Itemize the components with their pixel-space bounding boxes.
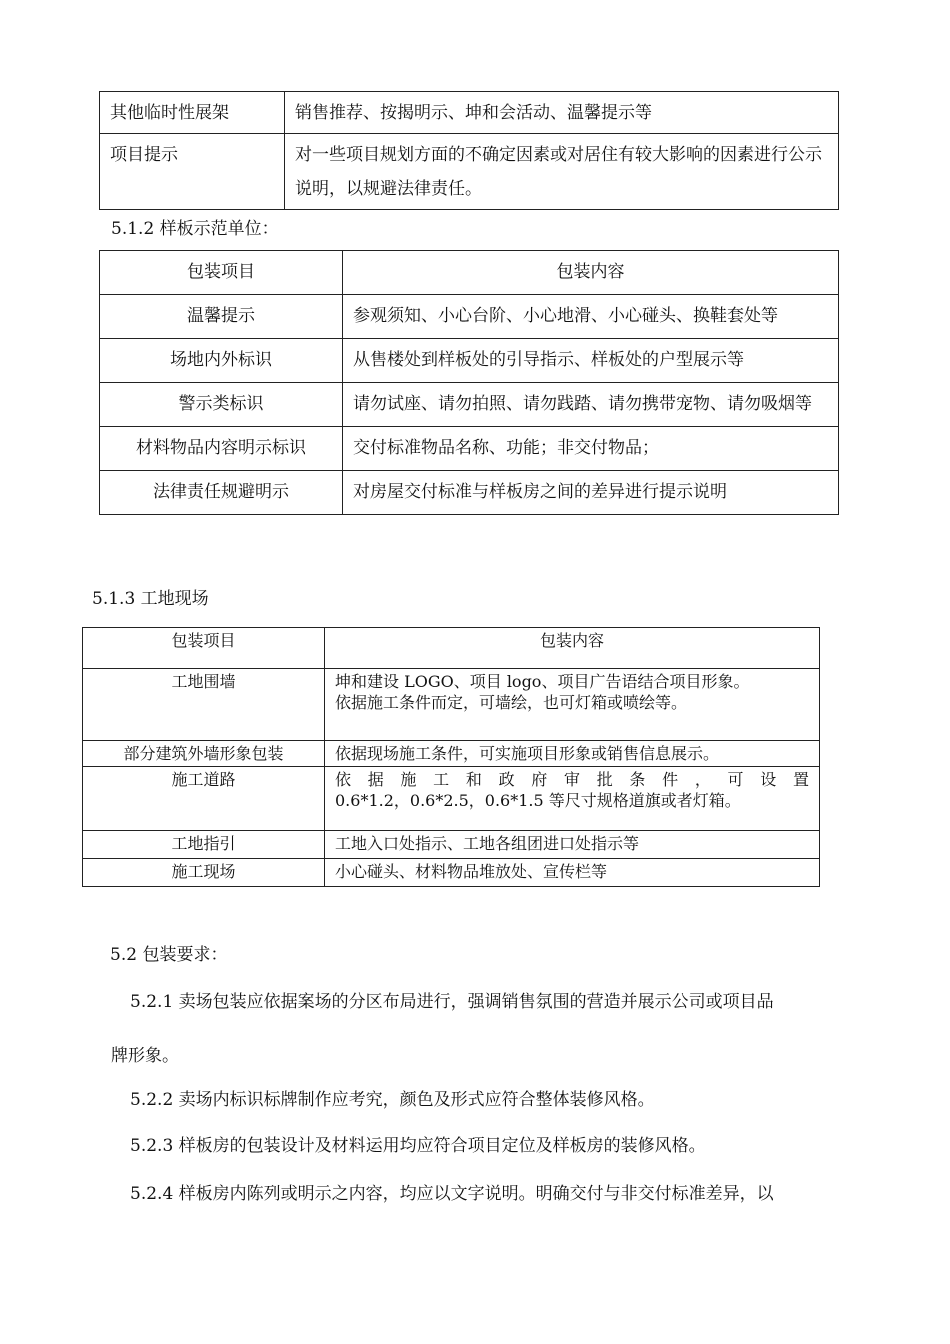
header-item: 包装项目 xyxy=(83,628,325,669)
content-line: 依据施工和政府审批条件，可设置 xyxy=(335,770,809,789)
table-header-row xyxy=(100,251,839,295)
table-row xyxy=(100,134,839,210)
header-content: 包装内容 xyxy=(343,251,839,295)
table-row xyxy=(83,741,820,767)
table-header-row xyxy=(83,628,820,669)
item-cell: 警示类标识 xyxy=(100,383,343,427)
sample-unit-table xyxy=(99,250,839,515)
content-line: 依据施工条件而定，可墙绘，也可灯箱或喷绘等。 xyxy=(335,693,688,712)
item-cell: 工地围墙 xyxy=(83,669,325,741)
content-cell: 销售推荐、按揭明示、坤和会活动、温馨提示等 xyxy=(285,92,839,134)
content-cell: 对房屋交付标准与样板房之间的差异进行提示说明 xyxy=(343,471,839,515)
content-cell: 对一些项目规划方面的不确定因素或对居住有较大影响的因素进行公示说明，以规避法律责任。 xyxy=(285,134,839,210)
table-row xyxy=(83,859,820,887)
table-row xyxy=(83,831,820,859)
paragraph-524: 5.2.4 样板房内陈列或明示之内容，均应以文字说明。明确交付与非交付标准差异，以 xyxy=(130,1184,774,1204)
table-row xyxy=(100,427,839,471)
content-cell: 交付标准物品名称、功能；非交付物品； xyxy=(343,427,839,471)
section-heading-512: 5.1.2 样板示范单位： xyxy=(111,219,279,239)
content-cell: 参观须知、小心台阶、小心地滑、小心碰头、换鞋套处等 xyxy=(343,295,839,339)
item-cell: 场地内外标识 xyxy=(100,339,343,383)
table-row xyxy=(100,339,839,383)
table-row xyxy=(100,92,839,134)
construction-site-table xyxy=(82,627,820,887)
table-row xyxy=(100,383,839,427)
paragraph-522: 5.2.2 卖场内标识标牌制作应考究，颜色及形式应符合整体装修风格。 xyxy=(130,1090,655,1110)
item-cell: 施工现场 xyxy=(83,859,325,887)
paragraph-523: 5.2.3 样板房的包装设计及材料运用均应符合项目定位及样板房的装修风格。 xyxy=(130,1136,706,1156)
content-line: 坤和建设 LOGO、项目 logo、项目广告语结合项目形象。 xyxy=(335,672,750,691)
item-cell: 部分建筑外墙形象包装 xyxy=(83,741,325,767)
content-cell: 请勿试座、请勿拍照、请勿践踏、请勿携带宠物、请勿吸烟等 xyxy=(343,383,839,427)
paragraph-521-line2: 牌形象。 xyxy=(111,1046,179,1066)
content-cell: 从售楼处到样板处的引导指示、样板处的户型展示等 xyxy=(343,339,839,383)
content-cell xyxy=(325,669,820,741)
table-row xyxy=(100,295,839,339)
content-cell: 依据现场施工条件，可实施项目形象或销售信息展示。 xyxy=(325,741,820,767)
item-cell: 工地指引 xyxy=(83,831,325,859)
table-row xyxy=(100,471,839,515)
section-heading-513: 5.1.3 工地现场 xyxy=(92,589,209,609)
content-cell: 小心碰头、材料物品堆放处、宣传栏等 xyxy=(325,859,820,887)
continuation-table xyxy=(99,91,839,210)
table-row xyxy=(83,767,820,831)
content-cell: 工地入口处指示、工地各组团进口处指示等 xyxy=(325,831,820,859)
content-cell xyxy=(325,767,820,831)
item-cell: 温馨提示 xyxy=(100,295,343,339)
content-line: 0.6*1.2，0.6*2.5，0.6*1.5 等尺寸规格道旗或者灯箱。 xyxy=(335,791,741,810)
item-cell: 项目提示 xyxy=(100,134,285,210)
item-cell: 法律责任规避明示 xyxy=(100,471,343,515)
item-cell: 其他临时性展架 xyxy=(100,92,285,134)
section-heading-52: 5.2 包装要求： xyxy=(110,945,228,965)
header-content: 包装内容 xyxy=(325,628,820,669)
table-row xyxy=(83,669,820,741)
item-cell: 材料物品内容明示标识 xyxy=(100,427,343,471)
paragraph-521-line1: 5.2.1 卖场包装应依据案场的分区布局进行，强调销售氛围的营造并展示公司或项目品 xyxy=(130,992,774,1012)
header-item: 包装项目 xyxy=(100,251,343,295)
item-cell: 施工道路 xyxy=(83,767,325,831)
